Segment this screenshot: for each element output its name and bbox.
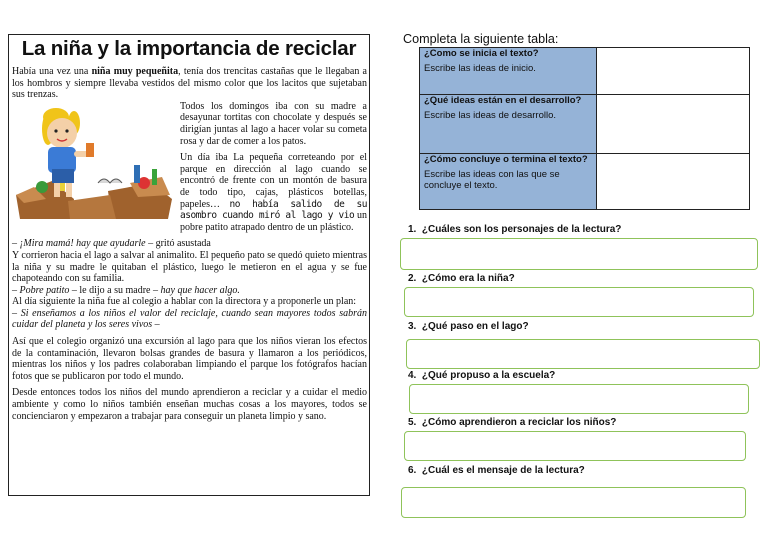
answer-box-2[interactable]: [404, 287, 754, 317]
girl-recycling-illustration: [12, 103, 176, 221]
answer-box-6[interactable]: [401, 487, 746, 518]
table-question-cell: ¿Cómo concluye o termina el texto? Escribe las ideas con las que se concluye el texto.: [420, 154, 597, 210]
paragraph-intro: Había una vez una niña muy pequeñita, tenía dos trencitas castañas que le llegaban a los hombros y siempre llevaba vestidos del mismo color que los lacitos que sujetaban sus trenzas.: [12, 66, 367, 101]
dialogue-3: – Si enseñamos a los niños el valor del reciclaje, cuando sean mayores todos sabrán cuidar del planeta y los seres vivos –: [12, 307, 367, 331]
answer-box-1[interactable]: [400, 238, 758, 270]
paragraph-sundays: Todos los domingos iba con su madre a desayunar tortitas con chocolate y después se dirigían juntas al lago a hacer volar su cometa rosa y dar de comer a los patos.: [180, 100, 367, 147]
paragraph-school: Al día siguiente la niña fue al colegio a hablar con la directora y a proponerle un plan:: [12, 296, 357, 308]
question-6: 6. ¿Cuál es el mensaje de la lectura?: [408, 465, 585, 476]
answer-box-5[interactable]: [404, 431, 746, 461]
structure-table: [419, 47, 750, 210]
table-row: [420, 95, 750, 154]
table-row: [420, 48, 750, 95]
table-question-cell: ¿Como se inicia el texto? Escribe las ideas de inicio.: [420, 48, 597, 95]
table-instruction: Completa la siguiente tabla:: [403, 32, 559, 46]
story-panel: [8, 34, 370, 496]
paragraph-rescue: Y corrieron hacia el lago a salvar al animalito. El pequeño pato se quedó quieto mientras la niña y su madre le quitaban el plástico, luego le metieron en el agua y se fue chapoteando con su familia.: [12, 249, 367, 285]
story-title: La niña y la importancia de reciclar: [21, 37, 357, 60]
question-4: 4. ¿Qué propuso a la escuela?: [408, 370, 556, 381]
table-answer-cell[interactable]: [597, 154, 750, 210]
dialogue-2: – Pobre patito – le dijo a su madre – hay que hacer algo.: [12, 284, 240, 296]
question-3: 3. ¿Qué paso en el lago?: [408, 321, 529, 332]
table-answer-cell[interactable]: [597, 95, 750, 154]
question-5: 5. ¿Cómo aprendieron a reciclar los niños?: [408, 417, 617, 428]
paragraph-excursion: Así que el colegio organizó una excursión al lago para que los niños vieran los efectos de la contaminación, llevaron bolsas grandes de basura y llamaron a los periódicos, mientras los niños y los padres colaboraban limpiando el parque los fotógrafos hacían fotos que se publicaron por todo el mundo.: [12, 336, 367, 382]
question-1: 1. ¿Cuáles son los personajes de la lectura?: [408, 224, 622, 235]
dialogue-1: – ¡Mira mamá! hay que ayudarle – gritó asustada: [12, 238, 211, 250]
answer-box-3[interactable]: [406, 339, 760, 369]
table-question-cell: ¿Qué ideas están en el desarrollo? Escribe las ideas de desarrollo.: [420, 95, 597, 154]
paragraph-ending: Desde entonces todos los niños del mundo aprendieron a reciclar y a cuidar el medio ambiente y como lo niños también enseñan muchas cosas a los mayores, todos se concienciaron y empezaron a trabajar para conseguir un planeta limpio y sano.: [12, 387, 367, 422]
question-2: 2. ¿Cómo era la niña?: [408, 273, 515, 284]
table-answer-cell[interactable]: [597, 48, 750, 95]
table-row: [420, 154, 750, 210]
paragraph-park: Un día iba La pequeña correteando por el parque en dirección al lago cuando se encontró de frente con un montón de basura de todo tipo, cajas, plásticos botellas, papeles… no había salido de su asombro cuando miró al lago y vio un pobre patito atrapado dentro de un plástico.: [180, 152, 367, 233]
story-text: [12, 66, 367, 422]
answer-box-4[interactable]: [409, 384, 749, 414]
